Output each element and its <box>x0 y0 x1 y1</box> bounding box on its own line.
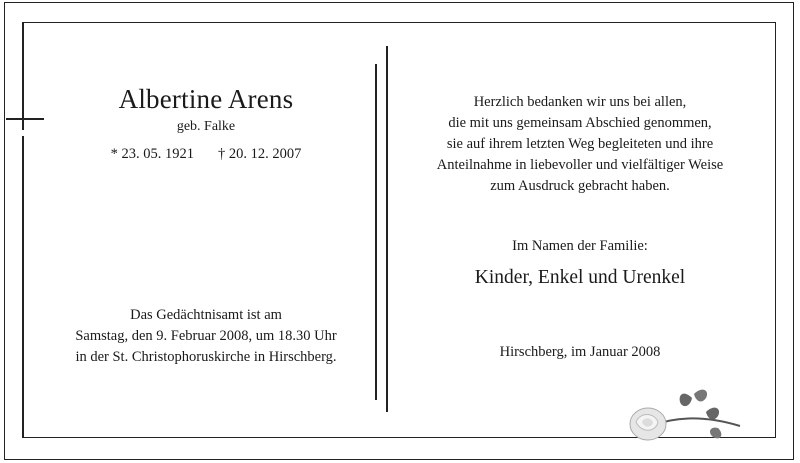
frame-left-edge-top <box>22 22 24 102</box>
thanks-line: zum Ausdruck gebracht haben. <box>490 178 670 194</box>
death-date: † 20. 12. 2007 <box>218 146 302 162</box>
family-names: Kinder, Enkel und Urenkel <box>474 267 686 288</box>
rose-icon <box>622 384 752 450</box>
thanks-line: Anteilnahme in liebevoller und vielfältiger Weise <box>436 157 724 173</box>
memorial-line: Das Gedächtnisamt ist am <box>130 307 282 323</box>
thanks-line: sie auf ihrem letzten Weg begleiteten und ihre <box>446 136 714 152</box>
cross-vertical <box>22 102 24 130</box>
column-divider-right <box>386 46 388 412</box>
column-divider-left <box>375 64 377 400</box>
frame-left-edge-middle <box>22 136 24 220</box>
birth-date: * 23. 05. 1921 <box>110 146 194 162</box>
memorial-line: Samstag, den 9. Februar 2008, um 18.30 Uhr <box>75 328 337 344</box>
family-label: Im Namen der Familie: <box>512 238 648 254</box>
place-date: Hirschberg, im Januar 2008 <box>499 344 661 360</box>
memorial-service-notice <box>46 305 366 368</box>
thanks-line: die mit uns gemeinsam Abschied genommen, <box>448 115 712 131</box>
thank-you-text <box>410 92 750 197</box>
memorial-line: in der St. Christophoruskirche in Hirschberg. <box>75 349 337 365</box>
life-dates <box>56 146 356 163</box>
thanks-line: Herzlich bedanken wir uns bei allen, <box>473 94 687 110</box>
maiden-name: geb. Falke <box>176 119 236 134</box>
cross-icon <box>6 118 44 120</box>
frame-left-edge-bottom <box>22 220 24 438</box>
deceased-name: Albertine Arens <box>118 84 294 114</box>
